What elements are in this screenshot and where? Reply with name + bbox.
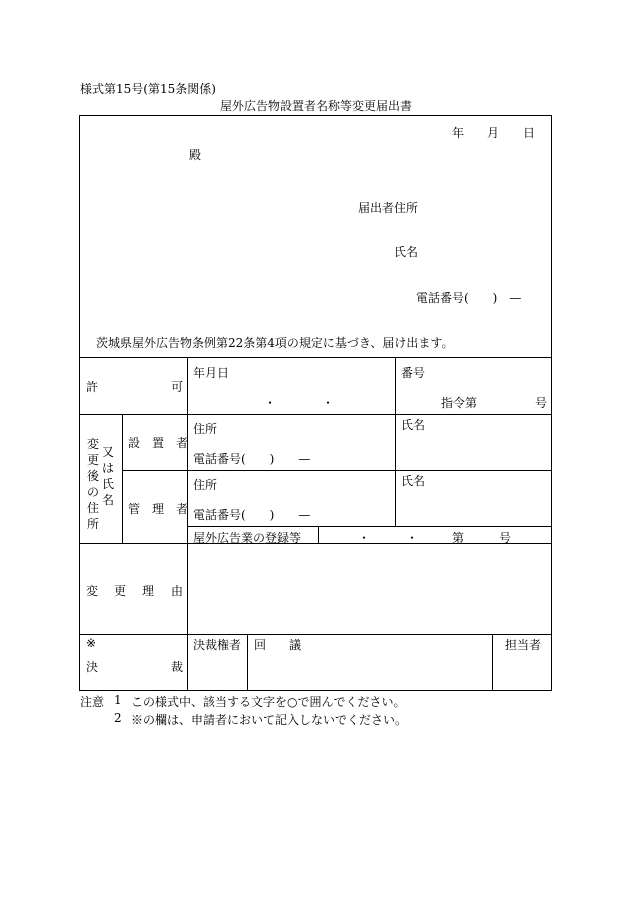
divider-header	[79, 357, 552, 358]
declaration-text: 茨城県屋外広告物条例第22条第4項の規定に基づき、届け出ます。	[96, 336, 454, 350]
group-label-column-1: 変更後の住所	[86, 437, 99, 531]
reason-char-2: 更	[114, 584, 127, 598]
person-in-charge-label: 担当者	[505, 638, 542, 652]
note-1-number: 1	[114, 693, 122, 707]
decision-label-right: 裁	[171, 660, 184, 674]
reason-char-4: 由	[171, 584, 184, 598]
permit-label-left: 許	[86, 380, 99, 394]
permit-date-dot-1: ・	[264, 396, 277, 410]
manager-label: 管 理 者	[128, 502, 189, 516]
permit-number-label: 番号	[401, 366, 426, 380]
divider-charge-col	[492, 634, 493, 691]
reason-char-1: 変	[86, 584, 99, 598]
circulation-label-1: 回	[254, 638, 267, 652]
divider-name-col	[395, 357, 396, 527]
applicant-address-label: 届出者住所	[358, 201, 419, 215]
permit-label-right: 可	[171, 380, 184, 394]
authority-label: 決裁権者	[193, 638, 242, 652]
permit-number-suffix: 号	[535, 396, 548, 410]
note-1-text: この様式中、該当する文字を○で囲んでください。	[131, 695, 406, 709]
manager-name-label: 氏名	[401, 474, 426, 488]
divider-group-col	[122, 414, 123, 544]
frame-left-line	[79, 115, 80, 691]
manager-phone-label: 電話番号( ) —	[193, 508, 311, 522]
divider-label-col	[187, 357, 188, 691]
registration-prefix: 第	[452, 531, 465, 545]
registration-label: 屋外広告業の登録等	[193, 531, 302, 545]
group-label-column-2: 又は氏名	[101, 445, 114, 507]
divider-changed	[79, 543, 552, 544]
header-day: 日	[523, 126, 536, 140]
notes-heading: 注意	[80, 695, 105, 709]
note-2-number: 2	[114, 711, 122, 725]
decision-mark: ※	[86, 636, 97, 650]
header-year: 年	[452, 126, 465, 140]
frame-right-line	[551, 115, 552, 691]
note-2-text: ※の欄は、申請者において記入しないでください。	[131, 713, 408, 727]
addressee-suffix: 殿	[189, 148, 202, 162]
frame-bottom-line	[79, 690, 552, 691]
circulation-label-2: 議	[289, 638, 302, 652]
permit-date-dot-2: ・	[322, 396, 335, 410]
manager-address-label: 住所	[193, 478, 218, 492]
divider-registration-col	[318, 526, 319, 544]
form-number: 様式第15号(第15条関係)	[80, 82, 216, 96]
divider-permit	[79, 414, 552, 415]
installer-address-label: 住所	[193, 422, 218, 436]
frame-top-line	[79, 115, 552, 116]
divider-manager	[187, 526, 552, 527]
permit-number-prefix: 指令第	[441, 396, 478, 410]
divider-reason	[79, 634, 552, 635]
form-title: 屋外広告物設置者名称等変更届出書	[220, 99, 413, 113]
applicant-phone-label: 電話番号( ) —	[416, 291, 522, 305]
registration-dot-1: ・	[358, 531, 371, 545]
registration-suffix: 号	[499, 531, 512, 545]
installer-name-label: 氏名	[401, 418, 426, 432]
divider-authority-col	[247, 634, 248, 691]
permit-date-label: 年月日	[193, 366, 230, 380]
reason-char-3: 理	[142, 584, 155, 598]
decision-label-left: 決	[86, 660, 99, 674]
registration-dot-2: ・	[406, 531, 419, 545]
header-month: 月	[487, 126, 500, 140]
installer-phone-label: 電話番号( ) —	[193, 452, 311, 466]
applicant-name-label: 氏名	[394, 245, 419, 259]
installer-label: 設 置 者	[128, 436, 189, 450]
